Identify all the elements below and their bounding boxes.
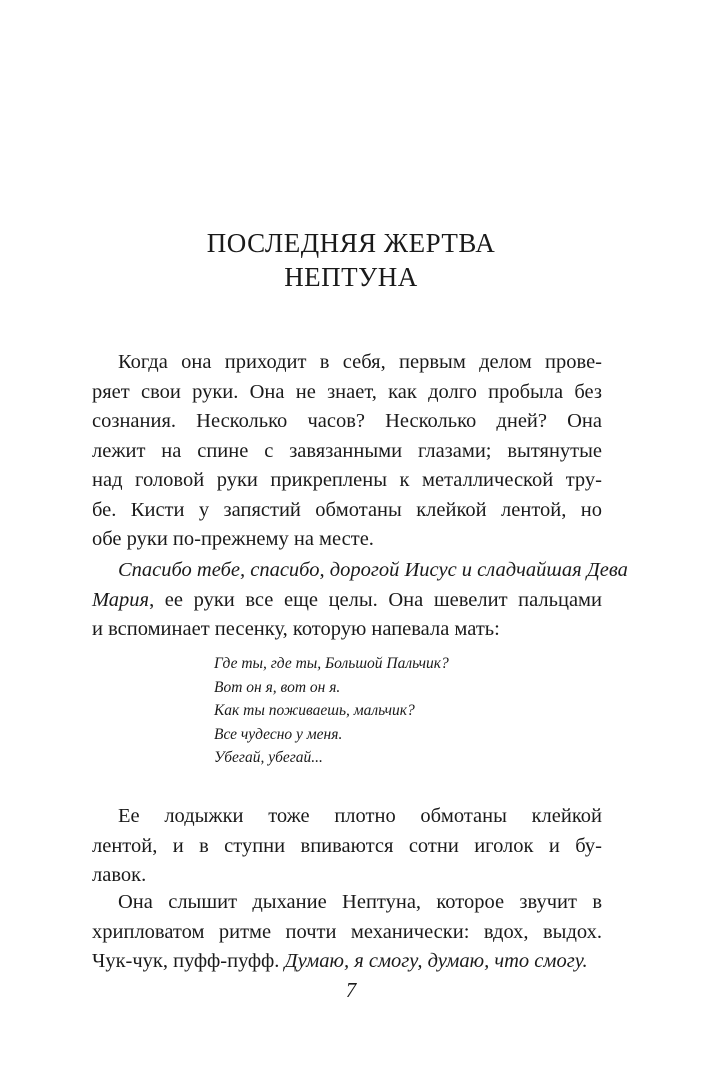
verse-line: Все чудесно у меня. bbox=[214, 725, 343, 743]
paragraph-line: и вспоминает песенку, которую напевала мать: bbox=[92, 618, 500, 640]
paragraph-line: ряет свои руки. Она не знает, как долго пробыла без bbox=[92, 380, 602, 403]
paragraph-line: лентой, и в ступни впиваются сотни иголок и бу- bbox=[92, 834, 602, 857]
verse-line: Вот он я, вот он я. bbox=[214, 678, 341, 696]
page-number: 7 bbox=[345, 978, 357, 1002]
paragraph-line: Когда она приходит в себя, первым делом прове- bbox=[118, 351, 602, 373]
paragraph-2 bbox=[92, 556, 628, 645]
chapter-title bbox=[0, 226, 702, 294]
paragraph-line: Она слышит дыхание Нептуна, которое звучит в bbox=[118, 891, 602, 913]
verse-line: Как ты поживаешь, мальчик? bbox=[214, 702, 415, 719]
paragraph-line: Ее лодыжки тоже плотно обмотаны клейкой bbox=[118, 805, 602, 827]
chapter-title-line-1: ПОСЛЕДНЯЯ ЖЕРТВА bbox=[206, 228, 496, 258]
paragraph-line bbox=[92, 947, 602, 977]
paragraph-line: лежит на спине с завязанными глазами; вытянутые bbox=[92, 439, 602, 462]
paragraph-3 bbox=[92, 802, 602, 891]
paragraph-line: лавок. bbox=[92, 864, 147, 886]
paragraph-text: , ее руки все еще целы. Она шевелит пальцами bbox=[149, 588, 602, 611]
italic-phrase: Думаю, я смогу, думаю, что смогу. bbox=[284, 950, 588, 972]
song-verse bbox=[214, 652, 449, 770]
italic-phrase: Мария bbox=[92, 588, 150, 611]
paragraph-line: над головой руки прикреплены к металлической тру- bbox=[92, 469, 602, 491]
paragraph-line bbox=[92, 586, 602, 616]
paragraph-line: хрипловатом ритме почти механически: вдох, выдох. bbox=[92, 920, 602, 943]
paragraph-text: Чук-чук, пуфф-пуфф. bbox=[92, 950, 285, 972]
paragraph-line: обе руки по-прежнему на месте. bbox=[92, 528, 374, 550]
paragraph-4 bbox=[92, 888, 602, 977]
paragraph-line-italic: Спасибо тебе, спасибо, дорогой Иисус и сладчайшая Дева bbox=[118, 559, 628, 581]
paragraph-line: сознания. Несколько часов? Несколько дней? Она bbox=[92, 410, 602, 432]
verse-line: Где ты, где ты, Большой Пальчик? bbox=[214, 655, 449, 672]
verse-line: Убегай, убегай... bbox=[214, 749, 323, 766]
chapter-title-line-2: НЕПТУНА bbox=[284, 262, 418, 292]
paragraph-1 bbox=[92, 348, 602, 555]
paragraph-line: бе. Кисти у запястий обмотаны клейкой лентой, но bbox=[92, 498, 602, 521]
